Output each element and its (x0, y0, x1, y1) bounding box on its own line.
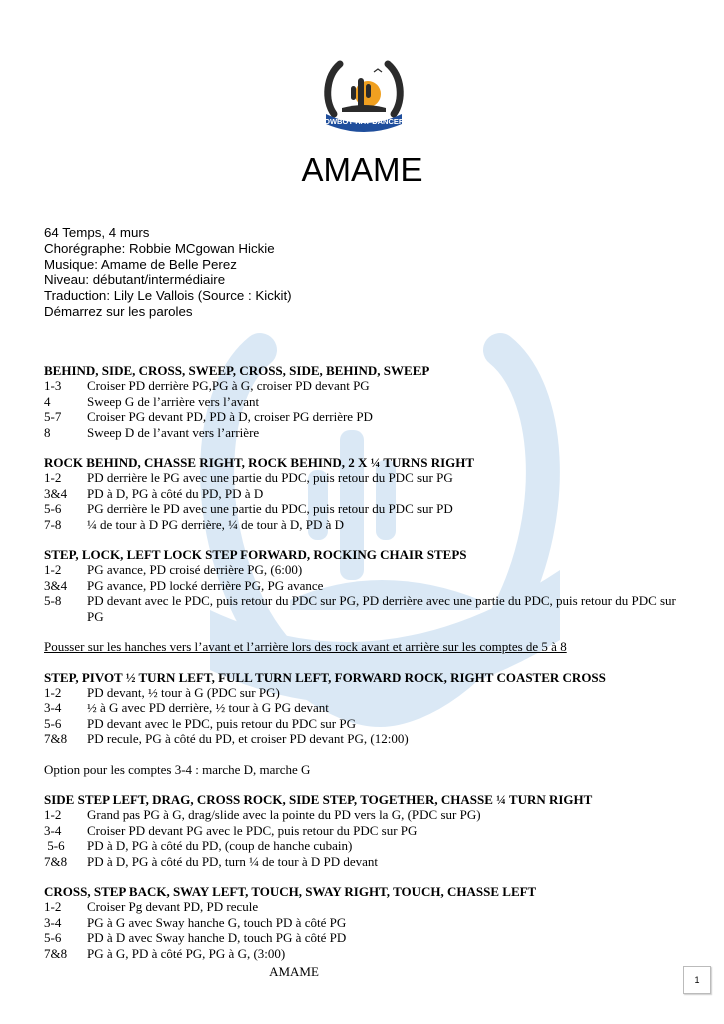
step-count: 1-2 (44, 562, 62, 578)
meta-music: Musique: Amame de Belle Perez (44, 256, 237, 272)
step-row (44, 470, 684, 485)
section-2 (44, 455, 684, 532)
step-count: 3&4 (44, 485, 68, 501)
step-count: 5-6 (44, 715, 62, 731)
step-row (44, 593, 684, 624)
step-row (44, 394, 684, 409)
section-4 (44, 670, 684, 747)
styling-note: Pousser sur les hanches vers l’avant et l’arrière lors des rock avant et arrière sur les comptes de 5 à 8 (44, 639, 567, 655)
step-count: 8 (44, 424, 51, 440)
meta-choreographer: Chorégraphe: Robbie MCgowan Hickie (44, 240, 275, 256)
meta-start: Démarrez sur les paroles (44, 303, 193, 319)
step-row (44, 823, 684, 838)
step-row (44, 946, 684, 961)
step-row (44, 501, 684, 516)
step-description: Sweep G de l’arrière vers l’avant (87, 393, 260, 409)
meta-level: Niveau: débutant/intermédiaire (44, 272, 226, 288)
step-row (44, 409, 684, 424)
step-row (44, 562, 684, 577)
step-row (44, 731, 684, 746)
step-count: 1-2 (44, 899, 62, 915)
step-description: PD devant, ½ tour à G (PDC sur PG) (87, 684, 280, 700)
step-row (44, 854, 684, 869)
step-description: Croiser Pg devant PD, PD recule (87, 899, 259, 915)
step-count: 3&4 (44, 577, 68, 593)
step-description: PG à G avec Sway hanche G, touch PD à côté PG (87, 914, 347, 930)
step-description: PG avance, PD croisé derrière PG, (6:00) (87, 562, 303, 578)
step-description: PD devant avec le PDC, puis retour du PDC sur PG, PD derrière avec une partie du PDC, puis retour du PDC sur PG (87, 593, 676, 624)
step-row (44, 486, 684, 501)
step-description: ¼ de tour à D PG derrière, ¼ de tour à D, PD à D (87, 516, 345, 532)
step-count: 1-2 (44, 684, 62, 700)
step-count: 5-7 (44, 409, 62, 425)
step-description: Croiser PG devant PD, PD à D, croiser PG derrière PD (87, 409, 373, 425)
step-description: Croiser PD devant PG avec le PDC, puis retour du PDC sur PG (87, 822, 418, 838)
step-count: 5-6 (44, 501, 62, 517)
section-heading: ROCK BEHIND, CHASSE RIGHT, ROCK BEHIND, 2 X ¼ TURNS RIGHT (44, 455, 475, 471)
meta-counts: 64 Temps, 4 murs (44, 225, 150, 240)
step-row (44, 807, 684, 822)
step-row (44, 517, 684, 532)
step-description: Sweep D de l’avant vers l’arrière (87, 424, 260, 440)
section-1 (44, 363, 684, 440)
meta-translation: Traduction: Lily Le Vallois (Source : Kickit) (44, 288, 292, 304)
step-row (44, 685, 684, 700)
step-count: 4 (44, 393, 51, 409)
step-row (44, 930, 684, 945)
section-heading: STEP, LOCK, LEFT LOCK STEP FORWARD, ROCKING CHAIR STEPS (44, 547, 467, 563)
step-count: 5-8 (44, 593, 62, 609)
option-note: Option pour les comptes 3-4 : marche D, marche G (44, 761, 311, 777)
step-count: 7&8 (44, 731, 68, 747)
step-count: 1-3 (44, 378, 62, 394)
page-footer: AMAME (269, 964, 319, 979)
step-description: PD derrière le PG avec une partie du PDC, puis retour du PDC sur PG (87, 470, 453, 486)
step-description: Grand pas PG à G, drag/slide avec la pointe du PD vers la G, (PDC sur PG) (87, 807, 481, 823)
step-count: 3-4 (44, 822, 62, 838)
step-description: PD à D, PG à côté du PD, PD à D (87, 485, 264, 501)
step-count: 7-8 (44, 516, 62, 532)
page-number: 1 (683, 966, 711, 994)
step-row (44, 899, 684, 914)
section-heading: STEP, PIVOT ½ TURN LEFT, FULL TURN LEFT, FORWARD ROCK, RIGHT COASTER CROSS (44, 669, 606, 685)
step-row (44, 838, 684, 853)
step-description: PG avance, PD locké derrière PG, PG avance (87, 577, 324, 593)
step-count: 1-2 (44, 470, 62, 486)
cowboy-hat-dancers-logo (318, 56, 410, 136)
step-row (44, 578, 684, 593)
step-description: PD à D avec Sway hanche D, touch PG à côté PD (87, 930, 347, 946)
section-heading: BEHIND, SIDE, CROSS, SWEEP, CROSS, SIDE, BEHIND, SWEEP (44, 363, 430, 378)
section-heading: SIDE STEP LEFT, DRAG, CROSS ROCK, SIDE STEP, TOGETHER, CHASSE ¼ TURN RIGHT (44, 791, 593, 807)
step-description: Croiser PD derrière PG,PG à G, croiser PD devant PG (87, 378, 370, 394)
section-5 (44, 792, 684, 869)
step-description: PG derrière le PD avec une partie du PDC, puis retour du PDC sur PD (87, 501, 453, 517)
step-row (44, 700, 684, 715)
step-count: 3-4 (44, 700, 62, 716)
step-description: ½ à G avec PD derrière, ½ tour à G PG devant (87, 700, 329, 716)
dance-info (44, 225, 292, 320)
section-3 (44, 547, 684, 624)
step-count: 7&8 (44, 853, 68, 869)
step-description: PD à D, PG à côté du PD, (coup de hanche cubain) (87, 838, 353, 854)
svg-text:COWBOY HAT DANCERS: COWBOY HAT DANCERS (318, 117, 410, 126)
step-description: PD à D, PG à côté du PD, turn ¼ de tour à D PD devant (87, 853, 379, 869)
step-count: 7&8 (44, 945, 68, 961)
step-description: PD devant avec le PDC, puis retour du PDC sur PG (87, 715, 357, 731)
step-count: 3-4 (44, 914, 62, 930)
step-description: PG à G, PD à côté PG, PG à G, (3:00) (87, 945, 286, 961)
step-row (44, 425, 684, 440)
step-count: 1-2 (44, 807, 62, 823)
section-heading: CROSS, STEP BACK, SWAY LEFT, TOUCH, SWAY RIGHT, TOUCH, CHASSE LEFT (44, 883, 537, 899)
dance-title: AMAME (301, 151, 423, 188)
step-row (44, 716, 684, 731)
step-count: 5-6 (44, 930, 62, 946)
step-sheet (44, 363, 684, 976)
step-description: PD recule, PG à côté du PD, et croiser PD devant PG, (12:00) (87, 731, 409, 747)
step-count: 5-6 (44, 838, 65, 854)
step-row (44, 915, 684, 930)
step-row (44, 378, 684, 393)
section-6 (44, 884, 684, 961)
